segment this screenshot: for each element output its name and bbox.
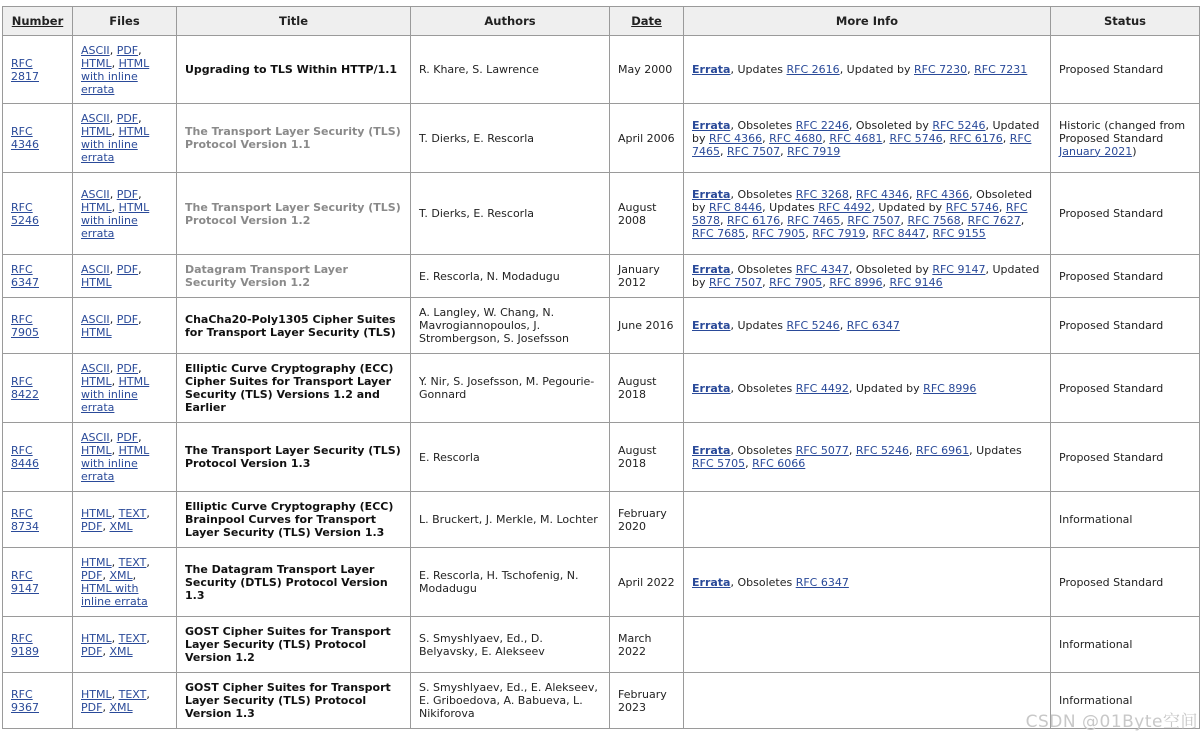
file-format-link[interactable]: HTML [81, 200, 112, 214]
rfc-date: August 2008 [610, 173, 684, 255]
file-format-link[interactable]: HTML [81, 56, 112, 70]
file-format-link[interactable]: HTML [81, 687, 112, 701]
file-format-link[interactable]: PDF [116, 431, 139, 444]
rfc-authors: A. Langley, W. Chang, N. Mavrogiannopoulos, J. Strombergson, S. Josefsson [411, 298, 610, 354]
status-cell [1051, 104, 1200, 173]
rfc-number-cell [3, 36, 73, 104]
more-info-cell [684, 673, 1051, 729]
more-info-text: , [1002, 131, 1010, 145]
rfc-date: June 2016 [610, 298, 684, 354]
more-info-text: , Updated by [692, 263, 1040, 289]
rfc-title: GOST Cipher Suites for Transport Layer Security (TLS) Protocol Version 1.2 [177, 617, 411, 673]
status-text: Historic (changed from Proposed Standard [1059, 118, 1186, 145]
table-row [3, 617, 1200, 673]
table-row [3, 673, 1200, 729]
rfc-reference-link[interactable]: RFC 4492 [818, 200, 872, 214]
table-row [3, 548, 1200, 617]
rfc-authors: T. Dierks, E. Rescorla [411, 173, 610, 255]
rfc-reference-link[interactable]: RFC 4680 [769, 131, 823, 145]
rfc-reference-link[interactable]: RFC 7919 [787, 144, 841, 158]
more-info-text: , [780, 213, 788, 227]
file-format-link[interactable]: ASCII [81, 187, 110, 201]
more-info-text: , Obsoletes [730, 118, 796, 132]
rfc-reference-link[interactable]: RFC 7507 [709, 276, 763, 289]
rfc-reference-link[interactable]: RFC 4347 [795, 263, 849, 276]
files-cell: ASCII, PDF, HTML [73, 298, 177, 354]
more-info-text: , [909, 444, 917, 457]
files-cell: ASCII, PDF, HTML [73, 255, 177, 298]
status-date-link[interactable]: January 2021 [1059, 144, 1133, 158]
file-format-link[interactable]: TEXT [118, 506, 147, 520]
rfc-authors: E. Rescorla, N. Modadugu [411, 255, 610, 298]
status-text: Proposed Standard [1059, 575, 1164, 589]
file-format-link[interactable]: ASCII [81, 112, 110, 125]
header-status: Status [1051, 7, 1200, 36]
rfc-title: The Datagram Transport Layer Security (DTLS) Protocol Version 1.3 [177, 548, 411, 617]
file-format-link[interactable]: TEXT [118, 687, 147, 701]
rfc-number-link[interactable]: RFC 4346 [11, 125, 39, 151]
rfc-authors: T. Dierks, E. Rescorla [411, 104, 610, 173]
status-cell [1051, 298, 1200, 354]
status-text: Proposed Standard [1059, 450, 1164, 464]
header-more-info: More Info [684, 7, 1051, 36]
files-cell: ASCII, PDF, HTML, HTML with inline errata [73, 423, 177, 492]
more-info-text: , [848, 444, 856, 457]
file-format-link[interactable]: HTML with inline errata [81, 56, 150, 96]
status-text: Proposed Standard [1059, 269, 1164, 283]
more-info-cell [684, 104, 1051, 173]
header-number[interactable] [3, 7, 73, 36]
rfc-title: ChaCha20-Poly1305 Cipher Suites for Transport Layer Security (TLS) [177, 298, 411, 354]
rfc-title: Elliptic Curve Cryptography (ECC) Brainpool Curves for Transport Layer Security (TLS) Version 1.3 [177, 492, 411, 548]
status-cell [1051, 548, 1200, 617]
rfc-number-link[interactable]: RFC 8422 [11, 375, 39, 401]
more-info-text: , [925, 226, 933, 240]
status-text: Proposed Standard [1059, 319, 1164, 332]
rfc-number-link[interactable]: RFC 9189 [11, 631, 39, 658]
file-format-link[interactable]: PDF [116, 362, 139, 375]
rfc-date: March 2022 [610, 617, 684, 673]
status-cell [1051, 255, 1200, 298]
file-format-link[interactable]: HTML [81, 631, 112, 645]
rfc-number-link[interactable]: RFC 9147 [11, 569, 39, 595]
file-format-link[interactable]: HTML with inline errata [81, 200, 150, 240]
rfc-reference-link[interactable]: RFC 9146 [889, 276, 943, 289]
rfc-reference-link[interactable]: RFC 3268 [795, 187, 849, 201]
rfc-date: February 2023 [610, 673, 684, 729]
file-format-link[interactable]: PDF [116, 187, 139, 201]
rfc-title: Upgrading to TLS Within HTTP/1.1 [177, 36, 411, 104]
more-info-text: , Updated by [839, 63, 914, 76]
header-date[interactable] [610, 7, 684, 36]
more-info-cell [684, 617, 1051, 673]
more-info-cell [684, 354, 1051, 423]
table-row [3, 255, 1200, 298]
rfc-reference-link[interactable]: RFC 8996 [829, 276, 883, 289]
rfc-title: The Transport Layer Security (TLS) Protocol Version 1.3 [177, 423, 411, 492]
more-info-text: , Updated by [871, 200, 946, 214]
file-format-link[interactable]: ASCII [81, 43, 110, 57]
rfc-number-link[interactable]: RFC 8446 [11, 444, 39, 470]
more-info-text: , [848, 187, 856, 201]
status-text: Proposed Standard [1059, 207, 1164, 220]
file-format-link[interactable]: XML [109, 519, 133, 533]
rfc-title: Datagram Transport Layer Security Version 1.2 [177, 255, 411, 298]
file-format-link[interactable]: HTML with inline errata [81, 375, 150, 414]
file-format-link[interactable]: ASCII [81, 431, 110, 444]
file-format-link[interactable]: HTML with inline errata [81, 444, 150, 483]
file-format-link[interactable]: HTML with inline errata [81, 125, 150, 164]
more-info-cell [684, 36, 1051, 104]
rfc-number-link[interactable]: RFC 9367 [11, 687, 39, 714]
rfc-title: GOST Cipher Suites for Transport Layer Security (TLS) Protocol Version 1.3 [177, 673, 411, 729]
rfc-reference-link[interactable]: RFC 9155 [932, 226, 986, 240]
more-info-text: , [745, 457, 753, 470]
more-info-text: , Obsoletes [730, 444, 796, 457]
more-info-text: , [780, 144, 788, 158]
rfc-reference-link[interactable]: RFC 2616 [786, 63, 840, 76]
file-format-link[interactable]: XML [109, 700, 133, 714]
status-cell [1051, 354, 1200, 423]
table-row [3, 36, 1200, 104]
rfc-number-cell [3, 617, 73, 673]
rfc-reference-link[interactable]: RFC 2246 [795, 118, 849, 132]
rfc-number-cell [3, 673, 73, 729]
rfc-date: April 2022 [610, 548, 684, 617]
errata-link[interactable]: Errata [692, 187, 731, 201]
rfc-table [2, 6, 1200, 729]
file-format-link[interactable]: TEXT [118, 631, 147, 645]
status-text: ) [1132, 144, 1137, 158]
more-info-text: , [720, 144, 727, 158]
more-info-cell [684, 423, 1051, 492]
rfc-reference-link[interactable]: RFC 8447 [872, 226, 926, 240]
file-format-link[interactable]: HTML with inline errata [81, 582, 148, 608]
rfc-reference-link[interactable]: RFC 5878 [692, 200, 1028, 227]
header-title: Title [177, 7, 411, 36]
file-format-link[interactable]: PDF [116, 312, 139, 326]
files-cell: ASCII, PDF, HTML, HTML with inline errata [73, 104, 177, 173]
rfc-authors: R. Khare, S. Lawrence [411, 36, 610, 104]
file-format-link[interactable]: XML [109, 644, 133, 658]
rfc-reference-link[interactable]: RFC 4366 [709, 131, 763, 145]
table-row [3, 354, 1200, 423]
rfc-reference-link[interactable]: RFC 8446 [709, 200, 763, 214]
rfc-reference-link[interactable]: RFC 6347 [795, 575, 849, 589]
errata-link[interactable]: Errata [692, 63, 731, 76]
more-info-cell [684, 255, 1051, 298]
rfc-reference-link[interactable]: RFC 5246 [855, 444, 910, 457]
more-info-text: , [822, 131, 830, 145]
more-info-text: , [865, 226, 873, 240]
file-format-link[interactable]: HTML [81, 556, 112, 569]
rfc-number-cell [3, 548, 73, 617]
more-info-text: , [839, 319, 847, 332]
rfc-number-cell [3, 354, 73, 423]
more-info-text: , [909, 187, 917, 201]
rfc-reference-link[interactable]: RFC 5077 [795, 444, 849, 457]
status-text: Informational [1059, 638, 1133, 651]
errata-link[interactable]: Errata [692, 444, 731, 457]
rfc-reference-link[interactable]: RFC 7465 [692, 131, 1032, 158]
file-format-link[interactable]: ASCII [81, 362, 110, 375]
more-info-text: , Updates [730, 319, 787, 332]
files-cell: HTML, TEXT, PDF, XML [73, 617, 177, 673]
more-info-text: , [745, 226, 753, 240]
rfc-reference-link[interactable]: RFC 7507 [727, 144, 781, 158]
errata-link[interactable]: Errata [692, 263, 731, 276]
file-format-link[interactable]: PDF [116, 43, 139, 57]
rfc-reference-link[interactable]: RFC 5746 [889, 131, 943, 145]
rfc-reference-link[interactable]: RFC 7507 [847, 213, 901, 227]
rfc-authors: S. Smyshlyaev, Ed., E. Alekseev, E. Griboedova, A. Babueva, L. Nikiforova [411, 673, 610, 729]
status-text: Proposed Standard [1059, 381, 1164, 395]
rfc-reference-link[interactable]: RFC 6066 [752, 457, 806, 470]
files-cell: HTML, TEXT, PDF, XML [73, 673, 177, 729]
rfc-reference-link[interactable]: RFC 4346 [855, 187, 910, 201]
files-cell: HTML, TEXT, PDF, XML, HTML with inline errata [73, 548, 177, 617]
status-cell [1051, 492, 1200, 548]
rfc-reference-link[interactable]: RFC 4366 [916, 187, 970, 201]
rfc-reference-link[interactable]: RFC 6961 [916, 444, 970, 457]
rfc-reference-link[interactable]: RFC 5246 [786, 319, 840, 332]
rfc-number-link[interactable]: RFC 7905 [11, 312, 39, 339]
rfc-date: February 2020 [610, 492, 684, 548]
table-row [3, 298, 1200, 354]
rfc-reference-link[interactable]: RFC 7230 [914, 63, 968, 76]
more-info-text: , [942, 131, 950, 145]
rfc-number-cell [3, 298, 73, 354]
more-info-text: , [998, 200, 1006, 214]
rfc-date: January 2012 [610, 255, 684, 298]
more-info-text: , Obsoleted by [848, 118, 933, 132]
more-info-text: , [900, 213, 908, 227]
rfc-reference-link[interactable]: RFC 6176 [949, 131, 1003, 145]
files-cell: ASCII, PDF, HTML, HTML with inline errata [73, 173, 177, 255]
errata-link[interactable]: Errata [692, 575, 731, 589]
rfc-reference-link[interactable]: RFC 5246 [932, 118, 986, 132]
header-files: Files [73, 7, 177, 36]
file-format-link[interactable]: PDF [81, 569, 103, 582]
file-format-link[interactable]: HTML [81, 375, 112, 388]
more-info-text: , Obsoleted by [848, 263, 933, 276]
rfc-number-cell [3, 492, 73, 548]
status-text: Informational [1059, 513, 1133, 526]
sort-date-link[interactable]: Date [631, 13, 662, 28]
more-info-text: , [967, 63, 975, 76]
rfc-title: Elliptic Curve Cryptography (ECC) Cipher Suites for Transport Layer Security (TLS) Versions 1.2 and Earlier [177, 354, 411, 423]
file-format-link[interactable]: HTML [81, 444, 112, 457]
file-format-link[interactable]: HTML [81, 125, 112, 138]
status-cell [1051, 617, 1200, 673]
rfc-reference-link[interactable]: RFC 7465 [787, 213, 841, 227]
rfc-reference-link[interactable]: RFC 7905 [752, 226, 806, 240]
more-info-cell [684, 173, 1051, 255]
file-format-link[interactable]: PDF [81, 519, 103, 533]
rfc-reference-link[interactable]: RFC 7919 [812, 226, 866, 240]
more-info-text: , [805, 226, 813, 240]
rfc-number-cell [3, 255, 73, 298]
more-info-text: , Obsoletes [730, 575, 796, 589]
more-info-text: , Updated by [848, 381, 924, 395]
status-cell [1051, 36, 1200, 104]
rfc-authors: Y. Nir, S. Josefsson, M. Pegourie-Gonnard [411, 354, 610, 423]
more-info-text: , Updated by [692, 118, 1040, 145]
rfc-title: The Transport Layer Security (TLS) Protocol Version 1.2 [177, 173, 411, 255]
file-format-link[interactable]: XML [109, 569, 133, 582]
rfc-reference-link[interactable]: RFC 8996 [923, 381, 977, 395]
file-format-link[interactable]: ASCII [81, 263, 110, 276]
more-info-cell [684, 298, 1051, 354]
file-format-link[interactable]: PDF [116, 263, 139, 276]
rfc-reference-link[interactable]: RFC 7685 [692, 226, 746, 240]
status-cell [1051, 173, 1200, 255]
table-row [3, 423, 1200, 492]
more-info-text: , [840, 213, 848, 227]
rfc-reference-link[interactable]: RFC 4492 [795, 381, 849, 395]
rfc-number-cell [3, 173, 73, 255]
rfc-reference-link[interactable]: RFC 5705 [692, 457, 746, 470]
rfc-authors: L. Bruckert, J. Merkle, M. Lochter [411, 492, 610, 548]
more-info-text: , Obsoletes [730, 187, 796, 201]
more-info-text: , [762, 131, 770, 145]
files-cell: ASCII, PDF, HTML, HTML with inline errata [73, 354, 177, 423]
file-format-link[interactable]: ASCII [81, 312, 110, 326]
rfc-reference-link[interactable]: RFC 5746 [945, 200, 999, 214]
status-text: Proposed Standard [1059, 63, 1164, 76]
rfc-reference-link[interactable]: RFC 4681 [829, 131, 883, 145]
file-format-link[interactable]: TEXT [118, 556, 147, 569]
rfc-number-link[interactable]: RFC 5246 [11, 200, 39, 227]
rfc-reference-link[interactable]: RFC 7231 [974, 63, 1028, 76]
sort-number-link[interactable]: Number [11, 13, 64, 28]
rfc-date: August 2018 [610, 423, 684, 492]
rfc-number-link[interactable]: RFC 2817 [11, 56, 39, 83]
rfc-number-link[interactable]: RFC 8734 [11, 506, 39, 533]
header-authors: Authors [411, 7, 610, 36]
rfc-authors: S. Smyshlyaev, Ed., D. Belyavsky, E. Alekseev [411, 617, 610, 673]
file-format-link[interactable]: HTML [81, 276, 112, 289]
errata-link[interactable]: Errata [692, 319, 731, 332]
rfc-authors: E. Rescorla, H. Tschofenig, N. Modadugu [411, 548, 610, 617]
file-format-link[interactable]: PDF [81, 644, 103, 658]
errata-link[interactable]: Errata [692, 381, 731, 395]
table-row [3, 492, 1200, 548]
rfc-number-cell [3, 423, 73, 492]
rfc-title: The Transport Layer Security (TLS) Protocol Version 1.1 [177, 104, 411, 173]
file-format-link[interactable]: PDF [81, 700, 103, 714]
rfc-number-cell [3, 104, 73, 173]
more-info-text: , [720, 213, 727, 227]
rfc-date: May 2000 [610, 36, 684, 104]
status-cell [1051, 423, 1200, 492]
errata-link[interactable]: Errata [692, 118, 731, 132]
table-row [3, 104, 1200, 173]
rfc-authors: E. Rescorla [411, 423, 610, 492]
table-header-row [3, 7, 1200, 36]
rfc-reference-link[interactable]: RFC 6347 [846, 319, 900, 332]
more-info-text: , Obsoletes [730, 263, 796, 276]
more-info-text: , Obsoleted by [692, 187, 1033, 214]
table-row [3, 173, 1200, 255]
watermark: CSDN @01Byte空间 [1025, 712, 1198, 732]
more-info-text: , [960, 213, 968, 227]
more-info-text: , [822, 276, 830, 289]
rfc-reference-link[interactable]: RFC 6176 [727, 213, 781, 227]
rfc-reference-link[interactable]: RFC 9147 [932, 263, 986, 276]
rfc-date: April 2006 [610, 104, 684, 173]
rfc-date: August 2018 [610, 354, 684, 423]
rfc-number-link[interactable]: RFC 6347 [11, 263, 39, 289]
more-info-text: , Updates [969, 444, 1022, 457]
more-info-cell [684, 548, 1051, 617]
more-info-text: , [1020, 213, 1025, 227]
more-info-text: , Updates [730, 63, 787, 76]
rfc-reference-link[interactable]: RFC 7627 [967, 213, 1021, 227]
files-cell: HTML, TEXT, PDF, XML [73, 492, 177, 548]
rfc-reference-link[interactable]: RFC 7905 [769, 276, 823, 289]
more-info-text: , [882, 131, 890, 145]
file-format-link[interactable]: PDF [116, 112, 139, 125]
more-info-cell [684, 492, 1051, 548]
more-info-text: , Updates [762, 200, 819, 214]
more-info-text: , Obsoletes [730, 381, 796, 395]
file-format-link[interactable]: HTML [81, 506, 112, 520]
table-body [3, 36, 1200, 729]
files-cell: ASCII, PDF, HTML, HTML with inline errata [73, 36, 177, 104]
more-info-text: , [882, 276, 890, 289]
rfc-reference-link[interactable]: RFC 7568 [907, 213, 961, 227]
status-text: Informational [1059, 694, 1133, 707]
more-info-text: , [762, 276, 770, 289]
file-format-link[interactable]: HTML [81, 325, 112, 339]
